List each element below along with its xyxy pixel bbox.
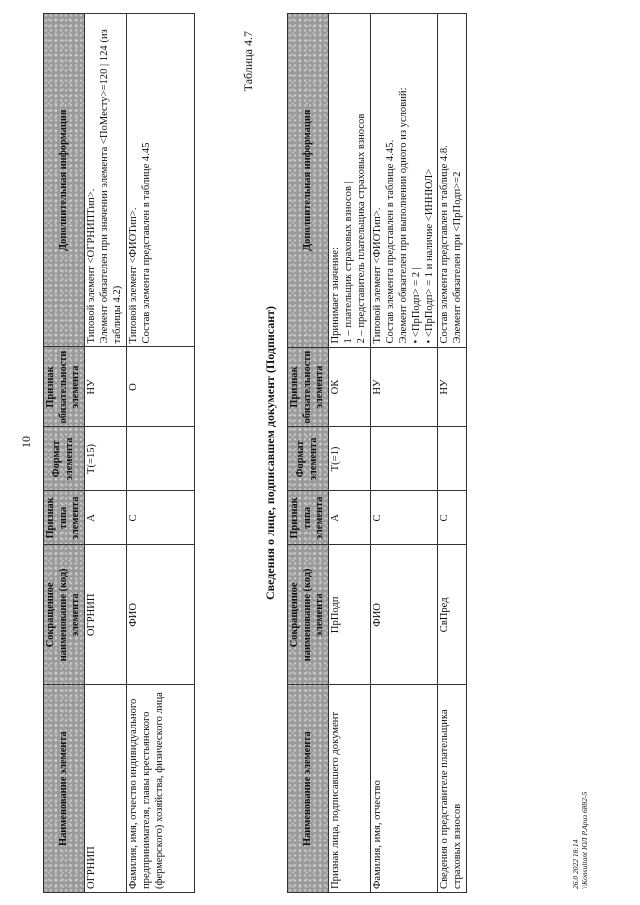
cell-type: С (438, 490, 467, 544)
condition-item: • <ПрПодп> = 2 | (411, 17, 424, 344)
header-element-required: Признак обязательности элемента (44, 347, 85, 427)
cell-info: Типовой элемент <ФИОТип>. Состав элемента представлен в таблице 4.45 (126, 13, 194, 347)
header-additional-info: Дополнительная информация (44, 13, 85, 347)
table-header-row (288, 13, 329, 892)
table-header-row (44, 13, 85, 892)
info-line: 2 – представитель плательщика страховых взносов (355, 113, 367, 344)
cell-code: СвПред (438, 544, 467, 684)
condition-item: • <ПрПодп> = 1 и наличие <ИННЮЛ> (424, 17, 437, 344)
cell-code: ПрПодп (329, 544, 371, 684)
cell-name: Фамилия, имя, отчество индивидуального предпринимателя, главы крестьянского (фермерского) хозяйства, физического лица (126, 684, 194, 892)
print-source: \\Konsultant ЮЛ Р.Ариз 6882-5 (580, 791, 589, 889)
table-row (370, 13, 438, 892)
cell-name: ОГРНИП (85, 684, 127, 892)
cell-info: Состав элемента представлен в таблице 4.8. Элемент обязателен при <ПрПодп>=2 (438, 13, 467, 347)
elements-table-continued (43, 13, 195, 893)
cell-info: Типовой элемент <ОГРНИПТип>. Элемент обязателен при значении элемента <ПоМесту>=120 | 124 (из таблицы 4.2) (85, 13, 127, 347)
header-element-name: Наименование элемента (44, 684, 85, 892)
header-element-code: Сокращенное наименование (код) элемента (44, 544, 85, 684)
info-line: Принимает значение: (330, 246, 342, 344)
header-element-format: Формат элемента (44, 426, 85, 490)
table-row (126, 13, 194, 892)
cell-type: С (126, 490, 194, 544)
cell-type: А (85, 490, 127, 544)
cell-required: НУ (370, 347, 438, 427)
print-timestamp: 26.0 2022 18:14 (571, 839, 580, 889)
page-number: 10 (19, 435, 33, 448)
condition-list (411, 17, 437, 344)
table-row (329, 13, 371, 892)
cell-format (126, 426, 194, 490)
signer-table (287, 13, 467, 893)
cell-code: ОГРНИП (85, 544, 127, 684)
cell-format (438, 427, 467, 491)
info-text: Типовой элемент <ФИОТип>. Состав элемента представлен в таблице 4.45. Элемент обязателен при выполнении одного из условий: (371, 86, 409, 344)
table-label: Таблица 4.7 (241, 30, 255, 91)
table-row (85, 13, 127, 892)
print-footer (571, 791, 589, 888)
cell-info (370, 13, 438, 347)
info-line: 1 – плательщик страховых взносов | (342, 180, 354, 344)
header-element-type: Признак типа элемента (44, 490, 85, 544)
cell-code: ФИО (126, 544, 194, 684)
cell-format: T(=1) (329, 427, 371, 491)
cell-code: ФИО (370, 544, 438, 684)
cell-type: А (329, 490, 371, 544)
header-element-code: Сокращенное наименование (код) элемента (288, 544, 329, 684)
table-title: Сведения о лице, подписавшем документ (Подписант) (263, 305, 277, 600)
cell-name: Сведения о представителе плательщика страховых взносов (438, 684, 467, 892)
cell-info (329, 13, 371, 347)
cell-required: НУ (438, 347, 467, 427)
cell-name: Фамилия, имя, отчество (370, 684, 438, 892)
header-additional-info: Дополнительная информация (288, 13, 329, 347)
cell-type: С (370, 490, 438, 544)
header-element-type: Признак типа элемента (288, 490, 329, 544)
header-element-required: Признак обязательности элемента (288, 347, 329, 427)
cell-format: T(=15) (85, 426, 127, 490)
header-element-format: Формат элемента (288, 427, 329, 491)
cell-required: О (126, 347, 194, 427)
cell-required: НУ (85, 347, 127, 427)
table-row (438, 13, 467, 892)
cell-format (370, 427, 438, 491)
document-page (15, 13, 625, 893)
cell-name: Признак лица, подписавшего документ (329, 684, 371, 892)
header-element-name: Наименование элемента (288, 684, 329, 892)
cell-required: ОК (329, 347, 371, 427)
